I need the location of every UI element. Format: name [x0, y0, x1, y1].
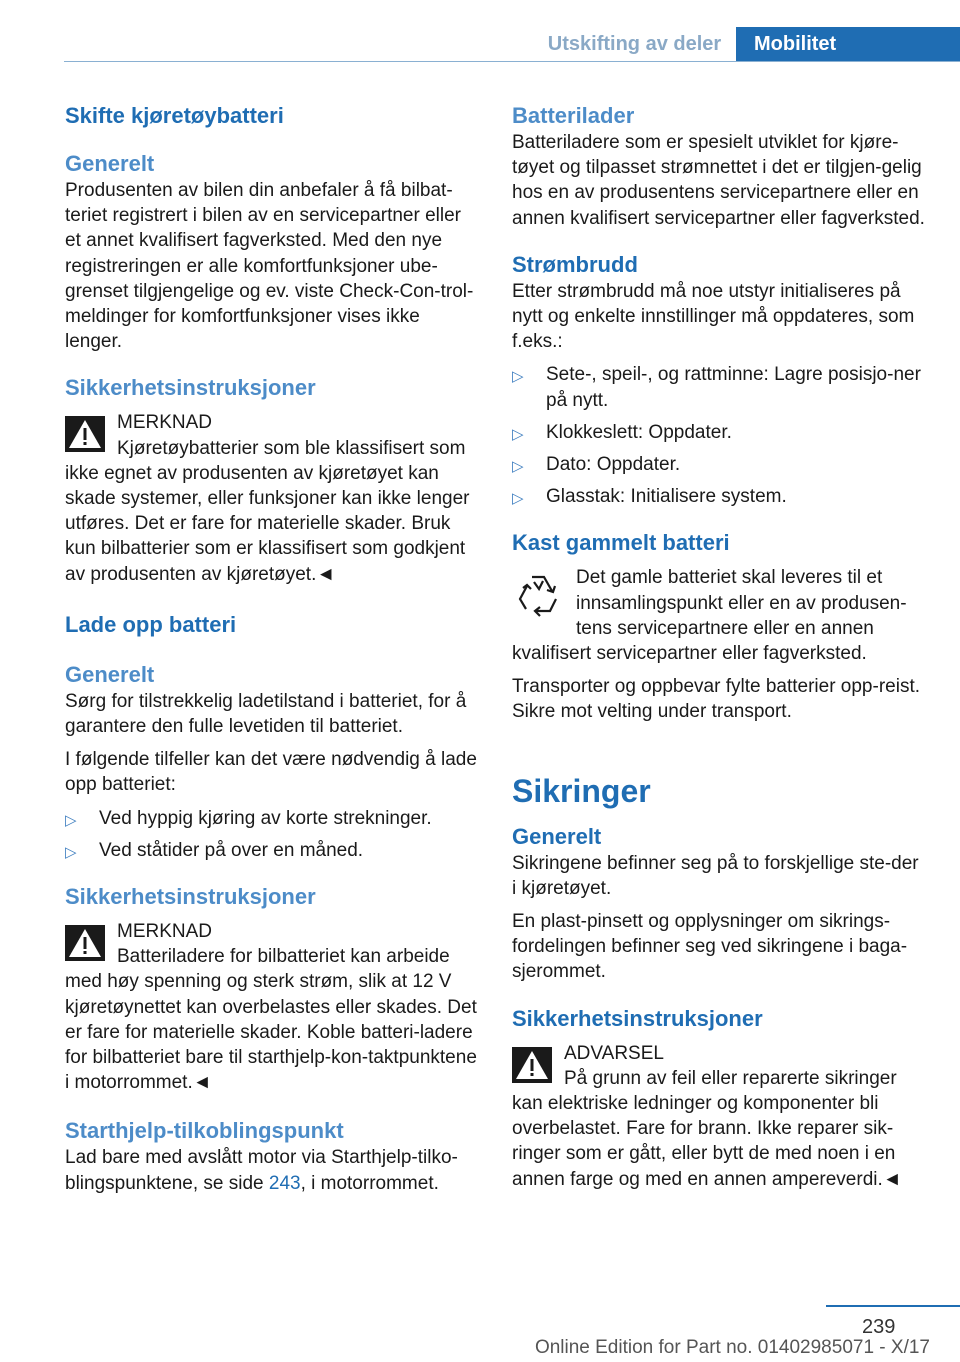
charge-list: [65, 806, 479, 863]
power-outage-list: [512, 362, 927, 509]
warning-text: På grunn av feil eller reparerte sikringer kan elektriske ledninger og komponenter bli overbelastet. Fare for brann. Ikke reparer sik-ringer som er gått, eller bytt de med noen i en annen farge og med en annen ampereverdi.◄: [512, 1067, 902, 1190]
warning-notice-3: [512, 1041, 927, 1192]
warning-icon: [65, 925, 105, 961]
charge-generelt-heading: Generelt: [65, 661, 155, 687]
recycle-icon: [512, 569, 564, 623]
fuses-title: Sikringer: [512, 772, 651, 809]
list-item: ▷ Ved hyppig kjøring av korte strekninger.: [65, 806, 479, 831]
warning-text: Kjøretøybatterier som ble klassifisert som ikke egnet av produsenten av kjøretøyet kan skade systemer, eller funksjoner kan ikke lenger utføres. Det er fare for materielle skader. Bruk kun bilbatterier som er klassifisert som godkjent av produsenten av kjøretøyet.◄: [65, 437, 470, 585]
power-outage-text: Etter strømbrudd må noe utstyr initialiseres på nytt og enkelte innstillinger må oppdateres, som f.eks.:: [512, 280, 915, 353]
warning-label: MERKNAD: [117, 412, 213, 434]
triangle-bullet-icon: ▷: [512, 368, 524, 386]
jump-start-text: Lad bare med avslått motor via Starthjelp-tilko-blingspunktene, se side 243, i motorrommet.: [65, 1147, 458, 1194]
generelt-text: Produsenten av bilen din anbefaler å få bilbat-teriet registrert i bilen av en servicepartner eller et annet kvalifisert fagverksted. Med den nye registreringen er alle komfortfunksjoner ube-grenset tilgjengelige og ev. viste Check-Con-trol-meldinger for komfortfunksjoner vises ikke lenger.: [65, 180, 474, 353]
triangle-bullet-icon: ▷: [65, 811, 77, 829]
list-item: ▷ Klokkeslett: Oppdater.: [512, 420, 927, 445]
safety-heading: Sikkerhetsinstruksjoner: [65, 375, 316, 401]
warning-icon: [512, 1047, 552, 1083]
generelt-heading: Generelt: [65, 151, 155, 176]
fuses-generelt-heading: Generelt: [512, 823, 602, 849]
charger-heading: Batterilader: [512, 103, 635, 128]
list-item: ▷ Glasstak: Initialisere system.: [512, 484, 927, 509]
power-outage-heading: Strømbrudd: [512, 251, 638, 277]
list-item: ▷ Dato: Oppdater.: [512, 452, 927, 477]
fuses-safety-heading: Sikkerhetsinstruksjoner: [512, 1005, 763, 1031]
triangle-bullet-icon: ▷: [512, 490, 524, 508]
warning-label: MERKNAD: [117, 921, 213, 943]
page-number: 239: [862, 1316, 896, 1338]
warning-notice-1: [65, 410, 479, 586]
list-item: ▷ Ved ståtider på over en måned.: [65, 838, 479, 863]
charge-text-1: Sørg for tilstrekkelig ladetilstand i batteriet, for å garantere den fulle levetiden til batteriet.: [65, 690, 467, 738]
warning-notice-2: [65, 919, 479, 1095]
left-column: [65, 102, 479, 1204]
header-rule: [64, 61, 960, 62]
triangle-bullet-icon: ▷: [512, 425, 524, 443]
dispose-text: Det gamle batteriet skal leveres til et innsamlingspunkt eller en av produsen-tens servicepartnere eller en annen kvalifisert servicepartner eller fagverksted.: [512, 567, 907, 665]
warning-icon: [65, 416, 105, 452]
fuses-text-1: Sikringene befinner seg på to forskjellige ste-der i kjøretøyet.: [512, 852, 919, 899]
warning-label: ADVARSEL: [564, 1042, 664, 1064]
list-item: ▷ Sete-, speil-, og rattminne: Lagre posisjo-ner på nytt.: [512, 364, 921, 411]
recycle-notice: [512, 565, 927, 666]
page-link[interactable]: 243: [268, 1172, 301, 1194]
triangle-bullet-icon: ▷: [65, 843, 77, 861]
fuses-text-2: En plast-pinsett og opplysninger om sikrings-fordelingen befinner seg ved sikringene i baga-sjerommet.: [512, 911, 908, 983]
charge-text-2: I følgende tilfeller kan det være nødvendig å lade opp batteriet:: [65, 749, 477, 796]
right-column: [512, 102, 927, 1192]
footer-rule: [826, 1305, 960, 1307]
charge-title: Lade opp batteri: [65, 611, 237, 637]
edition-footer: Online Edition for Part no. 01402985071 - X/17: [534, 1337, 930, 1358]
chapter-tab[interactable]: Mobilitet: [736, 27, 960, 61]
charger-text: Batteriladere som er spesielt utviklet for kjøre-tøyet og tilpasset strømnettet i det er tilgjen-gelig hos en av produsentens servicepartnere eller en annen kvalifisert servicepartner eller fagverksted.: [512, 132, 925, 229]
dispose-heading: Kast gammelt batteri: [512, 530, 730, 556]
section-tab[interactable]: Utskifting av deler: [547, 33, 722, 55]
dispose-text-2: Transporter og oppbevar fylte batterier opp-reist. Sikre mot velting under transport.: [512, 676, 920, 723]
battery-replace-title: Skifte kjøretøybatteri: [65, 103, 284, 128]
warning-text: Batteriladere for bilbatteriet kan arbeide med høy spenning og sterk strøm, slik at 12 V kjøretøynettet kan overbelastes eller skades. Det er fare for materielle skader. Koble batteri-ladere for bilbatteriet bare til starthjelp-kon-taktpunktene i motorrommet.◄: [65, 946, 477, 1094]
safety-heading-2: Sikkerhetsinstruksjoner: [65, 884, 316, 910]
jump-start-heading: Starthjelp-tilkoblingspunkt: [65, 1118, 344, 1144]
triangle-bullet-icon: ▷: [512, 458, 524, 476]
